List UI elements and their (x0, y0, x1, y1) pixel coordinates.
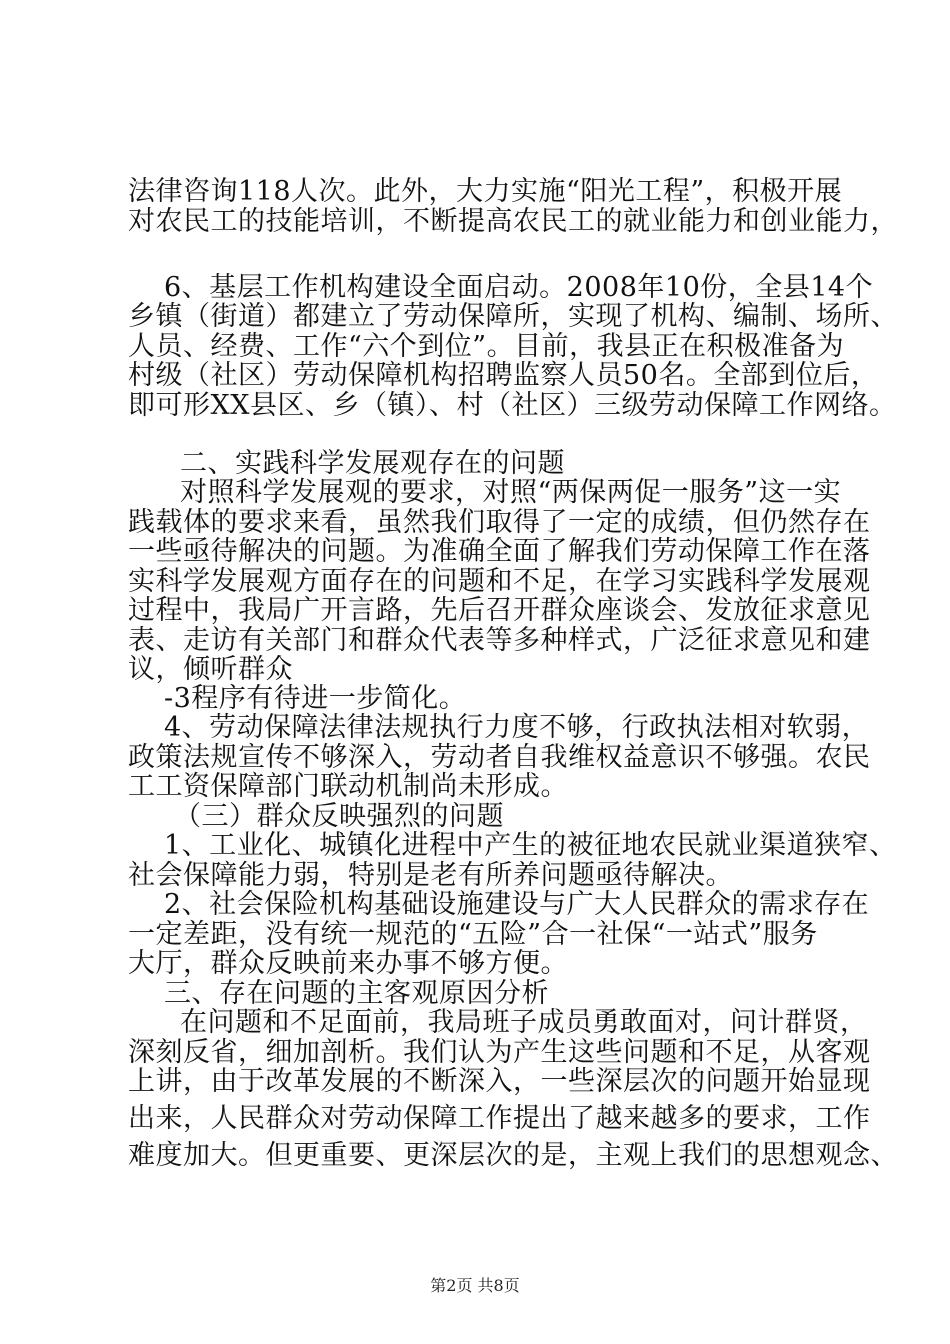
text-line: 即可形XX县区、乡（镇）、村（社区）三级劳动保障工作网络。 (128, 390, 897, 421)
text-line: 对农民工的技能培训，不断提高农民工的就业能力和创业能力， (128, 206, 898, 237)
text-line: 出来，人民群众对劳动保障工作提出了越来越多的要求，工作 (128, 1103, 871, 1134)
text-line: 践载体的要求来看，虽然我们取得了一定的成绩，但仍然存在 (128, 507, 871, 538)
paragraph-heading-4: 4、劳动保障法律法规执行力度不够，行政执法相对软弱， (164, 712, 870, 743)
text-line: 村级（社区）劳动保障机构招聘监察人员50名。全部到位后， (128, 360, 879, 391)
paragraph-heading-1: 1、工业化、城镇化进程中产生的被征地农民就业渠道狭窄、 (164, 830, 897, 861)
text-line: 一些亟待解决的问题。为准确全面了解我们劳动保障工作在落 (128, 536, 871, 567)
text-line: 政策法规宣传不够深入，劳动者自我维权益意识不够强。农民 (128, 742, 871, 773)
text-line: 实科学发展观方面存在的问题和不足，在学习实践科学发展观 (128, 566, 871, 597)
section-heading-2: 二、实践科学发展观存在的问题 (180, 448, 565, 479)
text-line: 议，倾听群众 (128, 654, 293, 685)
text-line: 上讲，由于改革发展的不断深入，一些深层次的问题开始显现 (128, 1066, 871, 1097)
text-line: 大厅，群众反映前来办事不够方便。 (128, 948, 568, 979)
text-line: 工工资保障部门联动机制尚未形成。 (128, 771, 568, 802)
text-line: 表、走访有关部门和群众代表等多种样式，广泛征求意见和建 (128, 625, 871, 656)
text-line: 过程中，我局广开言路，先后召开群众座谈会、发放征求意见 (128, 595, 871, 626)
text-line: 深刻反省，细加剖析。我们认为产生这些问题和不足，从客观 (128, 1037, 871, 1068)
page-number-footer: 第2页 共8页 (430, 1276, 520, 1295)
text-line: -3程序有待进一步简化。 (164, 683, 467, 714)
text-line: 一定差距，没有统一规范的“五险”合一社保“一站式”服务 (128, 919, 818, 950)
section-heading-3: 三、存在问题的主客观原因分析 (164, 978, 549, 1009)
text-line: 人员、经费、工作“六个到位”。目前，我县正在积极准备为 (128, 331, 845, 362)
subsection-heading-3: （三）群众反映强烈的问题 (174, 801, 504, 832)
text-line: 在问题和不足面前，我局班子成员勇敢面对，问计群贤， (180, 1007, 868, 1038)
paragraph-heading-2: 2、社会保险机构基础设施建设与广大人民群众的需求存在 (164, 889, 870, 920)
paragraph-heading-6: 6、基层工作机构建设全面启动。2008年10份，全县14个 (164, 272, 874, 303)
text-line: 难度加大。但更重要、更深层次的是，主观上我们的思想观念、 (128, 1140, 898, 1171)
text-line: 法律咨询118人次。此外，大力实施“阳光工程”，积极开展 (128, 176, 843, 207)
text-line: 乡镇（街道）都建立了劳动保障所，实现了机构、编制、场所、 (128, 301, 898, 332)
text-line: 对照科学发展观的要求，对照“两保两促一服务”这一实 (180, 477, 842, 508)
text-line: 社会保障能力弱，特别是老有所养问题亟待解决。 (128, 860, 733, 891)
